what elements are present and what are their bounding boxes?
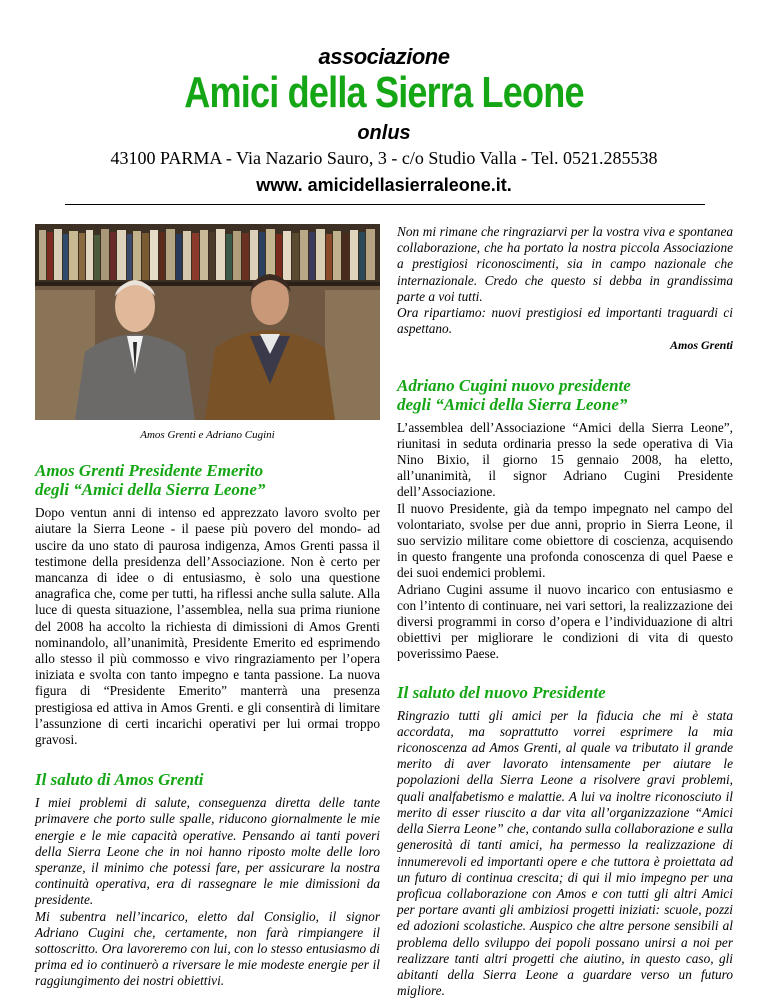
header-divider [65, 204, 705, 205]
section-emerito-body: Dopo ventun anni di intenso ed apprezzato lavoro svolto per aiutare la Sierra Leone - il paese più povero del mondo- ad uscire da uno stato di paurosa indigenza, Amos Grenti passa il testimone della presidenza dell’Associazione. Non è certo per mancanza di idee o di entusiasmo, è solo una questione anagrafica che, come per tutti, ha riflessi anche sulla salute. Alla luce di questa situazione, l’assemblea, nella sua prima riunione del 2008 ha accolto la richiesta di dimissioni di Amos Grenti nominandolo, all’unanimità, Presidente Emerito ed esprimendo allo stesso il più commosso e vivo ringraziamento per l’opera iniziata e svolta con tanto impegno e tanta passione. La nuova figura di “Presidente Emerito” manterrà una presenza prestigiosa ed attiva in Amos Grenti. e gli consentirà di limitare l’assunzione di certi incarichi operativi per lui ormai troppo gravosi. [35, 505, 380, 748]
section-cugini-body-2: Il nuovo Presidente, già da tempo impegnato nel campo del volontariato, svolse per due anni, proprio in Sierra Leone, il suo servizio militare come obiettore di coscienza, acquisendo in questo frangente una profonda conoscenza di quel Paese e dei suoi endemici problemi. [397, 500, 733, 581]
section-emerito-title-line2: degli “Amici della Sierra Leone” [35, 480, 266, 500]
section-cugini-title-line1: Adriano Cugini nuovo presidente [397, 375, 631, 395]
section-cugini-body: L’assemblea dell’Associazione “Amici della Sierra Leone”, riunitasi in seduta ordinaria presso la sede operativa di Via Nino Bixio, il giorno 15 gennaio 2008, ha eletto, all’unanimità, il signor Adriano Cugini Presidente dell’Associazione. [397, 419, 733, 500]
section-cugini [397, 376, 733, 663]
signature-grenti: Amos Grenti [669, 338, 733, 353]
section-cugini-title [397, 376, 733, 414]
section-saluto-nuovo-title: Il saluto del nuovo Presidente [397, 682, 606, 702]
section-emerito-title [35, 461, 380, 499]
section-saluto-grenti [35, 770, 380, 989]
section-emerito-title-line1: Amos Grenti Presidente Emerito [35, 461, 264, 481]
association-label: associazione [318, 44, 450, 69]
right-column [397, 224, 733, 999]
section-saluto-grenti-title: Il saluto di Amos Grenti [35, 770, 204, 790]
address-line: 43100 PARMA - Via Nazario Sauro, 3 - c/o Studio Valla - Tel. 0521.285538 [110, 148, 658, 168]
section-saluto-grenti-body: I miei problemi di salute, conseguenza diretta delle tante primavere che porto sulle spalle, riducono giornalmente le mie energie e le mie capacità operative. Pensando ai tanti poveri della Sierra Leone che in noi hanno riposto molte delle loro speranze, il minimo che potessi fare, per assicurare la nostra continuità operativa, era di rassegnare le mie dimissioni da presidente. [35, 795, 380, 908]
website-link[interactable]: www. amicidellasierraleone.it. [256, 175, 512, 195]
portrait-photo [35, 224, 380, 420]
continuation-body: Non mi rimane che ringraziarvi per la vostra viva e spontanea collaborazione, che ha portato la nostra piccola Associazione a prestigiosi riconoscimenti, sia in campo nazionale che internazionale. Credo che questo si debba in grandissima parte a voi tutti. [397, 224, 733, 304]
section-saluto-grenti-body-2: Mi subentra nell’incarico, eletto dal Consiglio, il signor Adriano Cugini che, certamente, non farà rimpiangere il sottoscritto. Ora lavoreremo con lui, con lo stesso entusiasmo di prima ed io continuerò a riversare le mie modeste energie per il raggiungimento dei nostri obiettivi. [35, 908, 380, 989]
onlus-label: onlus [357, 122, 411, 144]
left-column [35, 224, 380, 990]
organization-name: Amici della Sierra Leone [184, 68, 584, 117]
portrait-photo-illustration [35, 224, 380, 420]
section-cugini-body-3: Adriano Cugini assume il nuovo incarico con entusiasmo e con l’intento di continuare, nei vari settori, la realizzazione dei diversi programmi in corso d’opera e l’individuazione di altri obiettivi per migliorare le condizioni di vita di questo poverissimo Paese. [397, 581, 733, 662]
section-saluto-nuovo-body: Ringrazio tutti gli amici per la fiducia che mi è stata accordata, ma soprattutto vorrei esprimere la mia riconoscenza ad Amos Grenti, al quale va tributato il grande merito di aver lavorato intensamente per aiutare le popolazioni della Sierra Leone a risolvere gravi problemi, quali analfabetismo e malattie. A lui va inoltre riconosciuto il merito di esser riuscito a dar vita all’organizzazione “Amici della Sierra Leone” che, contando sulla collaborazione e sulla generosità di tanti amici, ha permesso la realizzazione di innumerevoli ed importanti opere e che tuttora è proiettata ad un futuro di continua crescita; di qui il mio impegno per una proficua collaborazione con Amos e con tutti gli altri Amici per portare avanti gli ambiziosi progetti iniziati: scuole, pozzi ed adozioni scolastiche. Auspico che altre persone sensibili al problema dello sviluppo dei popoli possano unirsi a noi per realizzare tanti altri progetti che aiutino, in questo caso, gli abitanti della Sierra Leone a guardare verso un futuro migliore. [397, 707, 733, 999]
continuation-body-2: Ora ripartiamo: nuovi prestigiosi ed importanti traguardi ci aspettano. [397, 305, 733, 337]
section-continuation [397, 224, 733, 354]
photo-caption: Amos Grenti e Adriano Cugini [140, 429, 275, 441]
section-emerito [35, 461, 380, 748]
section-saluto-nuovo [397, 683, 733, 999]
section-cugini-title-line2: degli “Amici della Sierra Leone” [397, 394, 628, 414]
